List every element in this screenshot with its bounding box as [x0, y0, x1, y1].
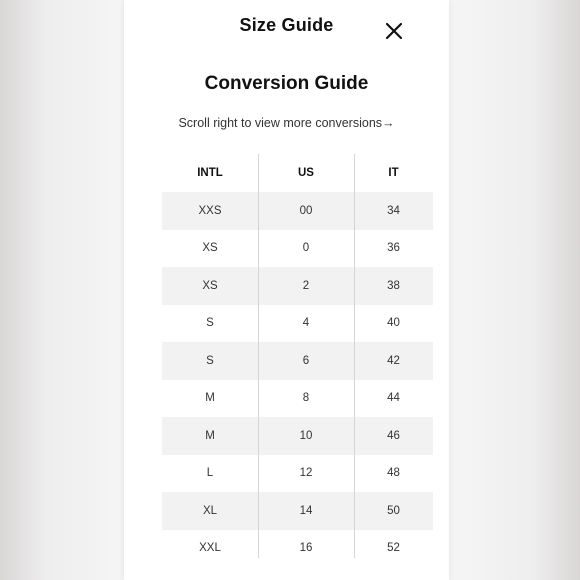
cell-us: 16: [299, 542, 313, 555]
cell-it: 42: [387, 354, 400, 367]
column-divider: [354, 154, 355, 558]
cell-intl: XXL: [199, 542, 221, 555]
close-icon: [383, 20, 405, 42]
header-intl: INTL: [197, 167, 223, 179]
table-row: [162, 530, 433, 568]
cell-us: 4: [302, 317, 310, 330]
table-row: [162, 342, 433, 380]
cell-intl: M: [205, 392, 215, 405]
cell-us: 8: [302, 392, 310, 405]
table-row: [162, 380, 433, 418]
table-row: [162, 267, 433, 305]
cell-us: 10: [299, 429, 313, 442]
table-row: [162, 455, 433, 493]
table-row: [162, 230, 433, 268]
cell-intl: XXS: [198, 204, 222, 217]
cell-us: 14: [299, 504, 313, 517]
table-header-row: [162, 154, 433, 192]
cell-intl: S: [206, 317, 214, 330]
table-row: [162, 417, 433, 455]
cell-it: 52: [387, 542, 400, 555]
header-it: IT: [388, 167, 399, 179]
table-row: [162, 192, 433, 230]
cell-us: 0: [302, 242, 310, 255]
table-row: [162, 305, 433, 343]
cell-it: 46: [387, 429, 400, 442]
conversion-guide-title: Conversion Guide: [204, 73, 369, 94]
scroll-hint: Scroll right to view more conversions→: [178, 116, 395, 130]
cell-us: 00: [299, 204, 313, 217]
cell-it: 44: [387, 392, 400, 405]
cell-it: 36: [387, 242, 400, 255]
cell-intl: XS: [202, 279, 218, 292]
cell-intl: M: [205, 429, 215, 442]
conversion-table[interactable]: [162, 154, 433, 567]
close-button[interactable]: [383, 20, 405, 42]
cell-it: 34: [387, 204, 400, 217]
column-divider: [258, 154, 259, 558]
cell-it: 40: [387, 317, 400, 330]
header-us: US: [298, 167, 314, 179]
cell-it: 38: [387, 279, 400, 292]
cell-us: 2: [302, 279, 310, 292]
table-row: [162, 492, 433, 530]
cell-intl: L: [206, 467, 214, 480]
cell-intl: XL: [202, 504, 218, 517]
cell-us: 12: [299, 467, 313, 480]
cell-intl: XS: [202, 242, 218, 255]
cell-intl: S: [206, 354, 214, 367]
cell-us: 6: [302, 354, 310, 367]
modal-title: Size Guide: [239, 15, 334, 35]
cell-it: 50: [387, 504, 400, 517]
cell-it: 48: [387, 467, 400, 480]
size-guide-modal: [124, 0, 449, 580]
